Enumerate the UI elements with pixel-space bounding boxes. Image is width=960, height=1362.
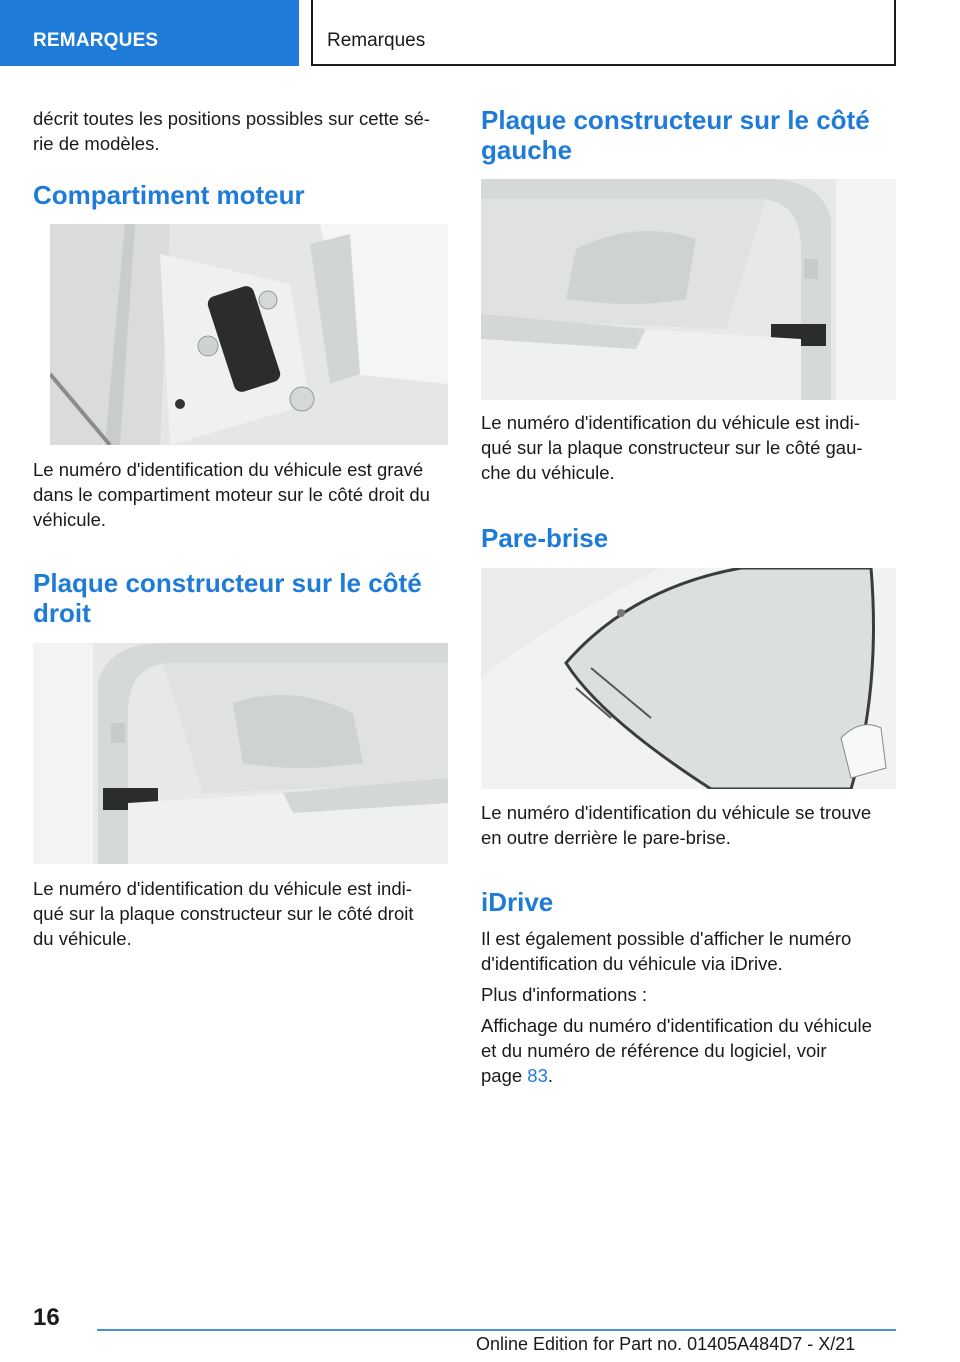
section-tab[interactable]: REMARQUES xyxy=(0,0,299,66)
windshield-image xyxy=(481,568,896,789)
intro-paragraph: décrit toutes les positions possibles sur cette sé- rie de modèles. xyxy=(33,108,430,154)
footer-divider xyxy=(97,1329,896,1331)
right-plate-text: Le numéro d'identification du véhicule est indi- qué sur la plaque constructeur sur le côté droit du véhicule. xyxy=(33,878,414,949)
engine-text: Le numéro d'identification du véhicule est gravé dans le compartiment moteur sur le côté droit du véhicule. xyxy=(33,459,430,530)
engine-compartment-image xyxy=(50,224,448,445)
windshield-text: Le numéro d'identification du véhicule se trouve en outre derrière le pare-brise. xyxy=(481,802,872,848)
idrive-reference: Affichage du numéro d'identification du véhicule et du numéro de référence du logiciel, voir page 83. xyxy=(481,1015,872,1086)
left-plate-image xyxy=(481,179,896,400)
page-title: Remarques xyxy=(327,30,426,51)
header-divider-right xyxy=(894,0,896,66)
header-divider-left xyxy=(311,0,313,66)
more-info-label: Plus d'informations : xyxy=(481,984,647,1005)
right-plate-image xyxy=(33,643,448,864)
idrive-text: Il est également possible d'afficher le numéro d'identification du véhicule via iDrive. xyxy=(481,928,852,974)
windshield-heading: Pare-brise xyxy=(481,523,609,553)
left-plate-heading: Plaque constructeur sur le côté gauche xyxy=(481,105,870,165)
idrive-heading: iDrive xyxy=(481,887,554,917)
page-number: 16 xyxy=(33,1304,60,1331)
right-plate-heading: Plaque constructeur sur le côté droit xyxy=(33,568,422,628)
left-plate-text: Le numéro d'identification du véhicule est indi- qué sur la plaque constructeur sur le côté gau- che du véhicule. xyxy=(481,412,863,483)
header-divider-bottom xyxy=(311,64,896,66)
engine-heading: Compartiment moteur xyxy=(33,180,305,210)
edition-text: Online Edition for Part no. 01405A484D7 - X/21 xyxy=(476,1334,856,1354)
page-reference-link[interactable]: 83 xyxy=(527,1065,548,1086)
